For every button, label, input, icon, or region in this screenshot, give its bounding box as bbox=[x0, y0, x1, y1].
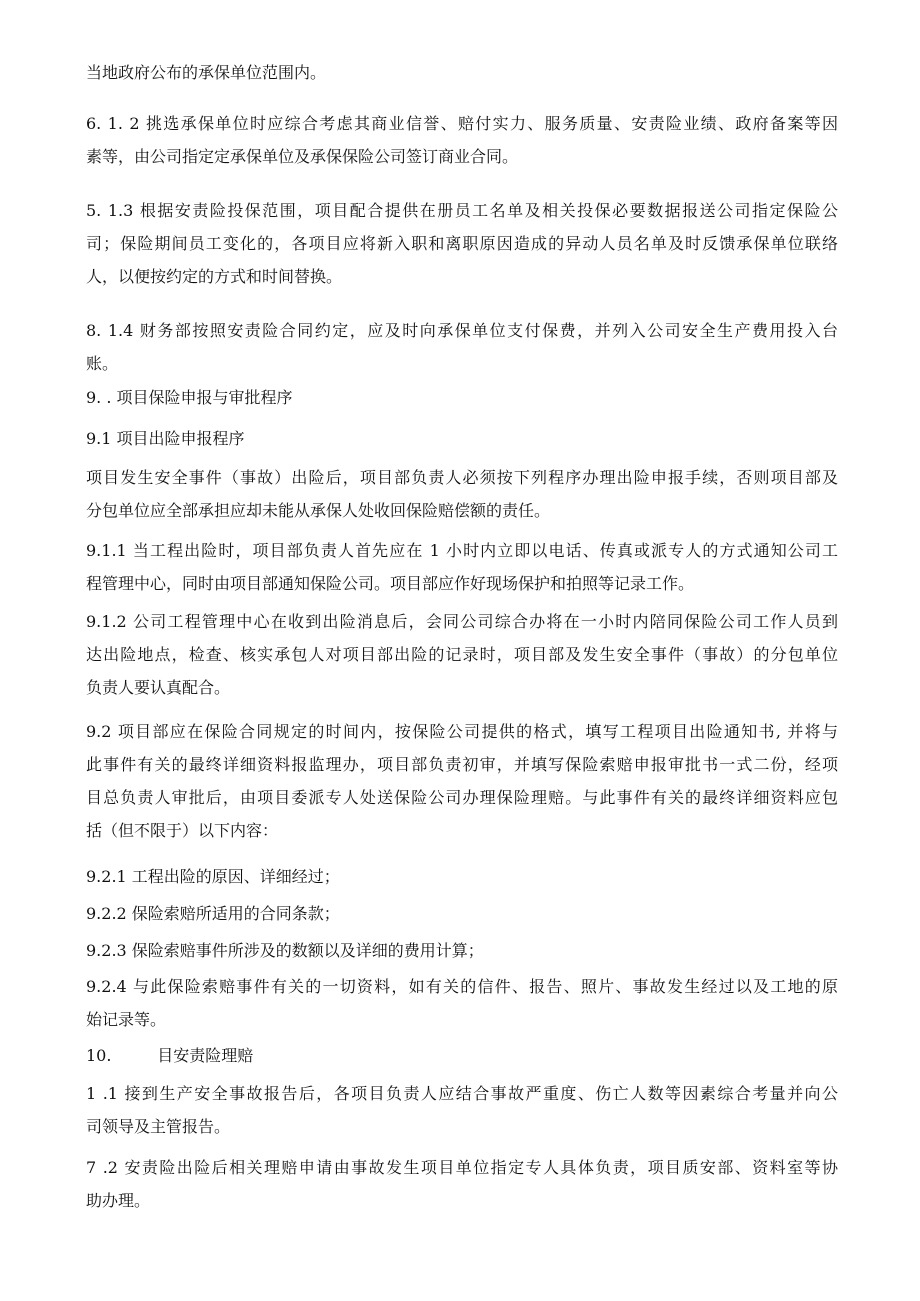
text-line: 达出险地点，检查、核实承包人对项目部出险的记录时，项目部及发生安全事件（事故）的分包单位 bbox=[86, 645, 838, 664]
text-line: 司领导及主管报告。 bbox=[86, 1117, 231, 1136]
text-line: 7 .2 安责险出险后相关理赔申请由事故发生项目单位指定专人具体负责，项目质安部、资料室等协 bbox=[86, 1158, 838, 1177]
text-line: 9.1.2 公司工程管理中心在收到出险消息后，会同公司综合办将在一小时内陪同保险公司工作人员到 bbox=[86, 612, 838, 631]
item-9-2-2 bbox=[86, 897, 838, 930]
text-line: 负责人要认真配合。 bbox=[86, 678, 231, 697]
text-line: 人，以便按约定的方式和时间替换。 bbox=[86, 267, 343, 286]
text-line: 8. 1.4 财务部按照安责险合同约定，应及时向承保单位支付保费，并列入公司安全生产费用投入台 bbox=[86, 321, 838, 340]
paragraph-5-1-3 bbox=[86, 194, 838, 293]
text-line: 9.2.2 保险索赔所适用的合同条款； bbox=[86, 904, 340, 923]
subsection-heading: 9.1 项目出险申报程序 bbox=[86, 429, 245, 448]
paragraph-9-1-2 bbox=[86, 605, 838, 704]
text-line: 助办理。 bbox=[86, 1191, 151, 1210]
paragraph-9-1-1 bbox=[86, 534, 838, 600]
text-line: 9.2 项目部应在保险合同规定的时间内，按保险公司提供的格式，填写工程项目出险通知书, 并将与 bbox=[86, 722, 838, 741]
text-line: 始记录等。 bbox=[86, 1010, 167, 1029]
text-line: 素等，由公司指定定承保单位及承保保险公司签订商业合同。 bbox=[86, 147, 519, 166]
heading-9-1 bbox=[86, 422, 838, 455]
text-line: 9.2.3 保险索赔事件所涉及的数额以及详细的费用计算； bbox=[86, 941, 484, 960]
text-line: 括（但不限于）以下内容： bbox=[86, 821, 279, 840]
section-heading: 10. 目安责险理赔 bbox=[86, 1046, 254, 1065]
section-heading: 9. . 项目保险申报与审批程序 bbox=[86, 388, 293, 407]
paragraph-6-1-2 bbox=[86, 107, 838, 173]
text-line: 1 .1 接到生产安全事故报告后，各项目负责人应结合事故严重度、伤亡人数等因素综合考量并向公 bbox=[86, 1084, 838, 1103]
item-9-2-3 bbox=[86, 934, 838, 967]
heading-9 bbox=[86, 381, 838, 414]
paragraph-10-2 bbox=[86, 1151, 838, 1217]
paragraph-9-1-body bbox=[86, 461, 838, 527]
text-line: 程管理中心，同时由项目部通知保险公司。项目部应作好现场保护和拍照等记录工作。 bbox=[86, 574, 695, 593]
text-line: 5. 1.3 根据安责险投保范围，项目配合提供在册员工名单及相关投保必要数据报送公司指定保险公 bbox=[86, 201, 838, 220]
paragraph-8-1-4 bbox=[86, 314, 838, 380]
text-line: 项目发生安全事件（事故）出险后，项目部负责人必须按下列程序办理出险申报手续，否则项目部及 bbox=[86, 468, 838, 487]
paragraph-10-1 bbox=[86, 1077, 838, 1143]
text-line: 司；保险期间员工变化的，各项目应将新入职和离职原因造成的异动人员名单及时反馈承保单位联络 bbox=[86, 234, 838, 253]
text-line: 9.2.4 与此保险索赔事件有关的一切资料，如有关的信件、报告、照片、事故发生经过以及工地的原 bbox=[86, 977, 838, 996]
item-9-2-1 bbox=[86, 860, 838, 893]
text-line: 目总负责人审批后，由项目委派专人处送保险公司办理保险理赔。与此事件有关的最终详细资料应包 bbox=[86, 788, 838, 807]
paragraph-9-2 bbox=[86, 715, 838, 847]
text-line: 当地政府公布的承保单位范围内。 bbox=[86, 63, 327, 82]
text-line: 分包单位应全部承担应却未能从承保人处收回保险赔偿额的责任。 bbox=[86, 501, 551, 520]
text-line: 6. 1. 2 挑选承保单位时应综合考虑其商业信誉、赔付实力、服务质量、安责险业绩、政府备案等因 bbox=[86, 114, 838, 133]
text-line: 9.2.1 工程出险的原因、详细经过； bbox=[86, 867, 340, 886]
heading-10 bbox=[86, 1039, 838, 1072]
paragraph-scope-end bbox=[86, 56, 838, 89]
item-9-2-4 bbox=[86, 970, 838, 1036]
text-line: 9.1.1 当工程出险时，项目部负责人首先应在 1 小时内立即以电话、传真或派专人的方式通知公司工 bbox=[86, 541, 838, 560]
text-line: 账。 bbox=[86, 354, 119, 373]
text-line: 此事件有关的最终详细资料报监理办，项目部负责初审，并填写保险索赔申报审批书一式二份，经项 bbox=[86, 755, 838, 774]
